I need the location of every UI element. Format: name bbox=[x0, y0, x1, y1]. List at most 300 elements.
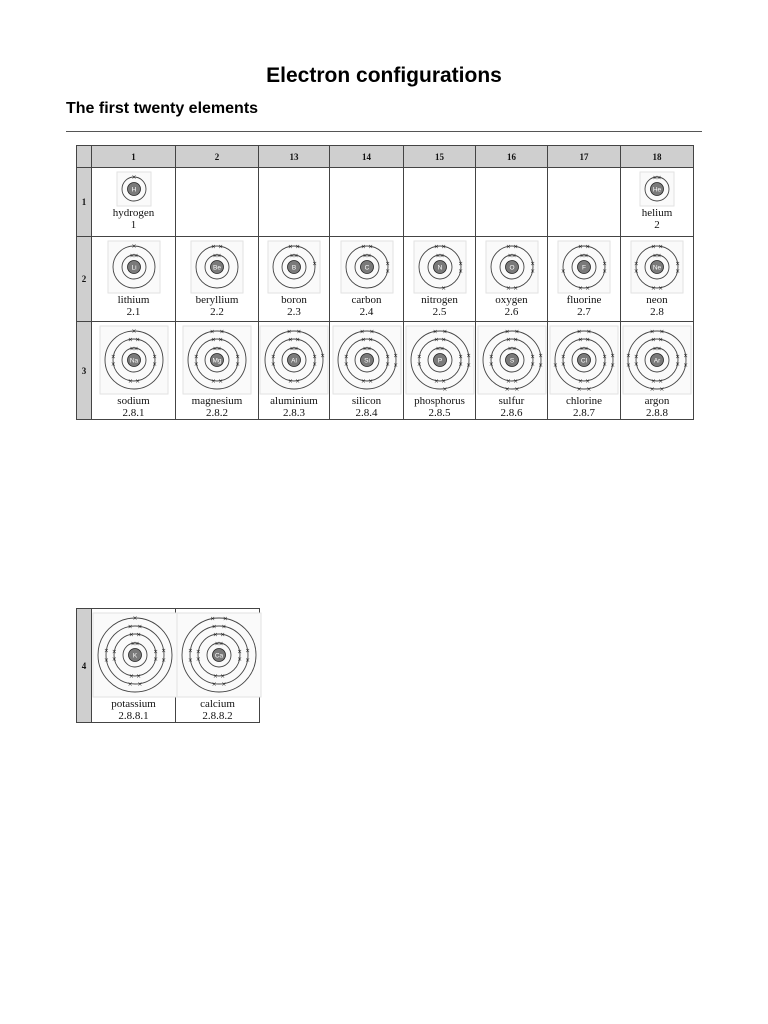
element-cell-sodium bbox=[92, 322, 176, 420]
electron-mark: × bbox=[359, 328, 365, 336]
electron-mark: × bbox=[195, 648, 201, 656]
electron-mark: × bbox=[440, 377, 446, 385]
electron-mark: × bbox=[510, 345, 517, 353]
electron-mark: × bbox=[392, 362, 398, 370]
electron-mark: × bbox=[602, 360, 608, 368]
electron-mark: × bbox=[222, 615, 228, 623]
electron-configuration: 2.4 bbox=[359, 306, 374, 318]
electron-mark: × bbox=[295, 243, 301, 251]
group-header: 13 bbox=[259, 146, 330, 168]
electron-mark: × bbox=[287, 336, 293, 344]
electron-mark: × bbox=[658, 243, 664, 251]
element-name: oxygen bbox=[495, 294, 528, 306]
electron-mark: × bbox=[312, 353, 318, 361]
electron-mark: × bbox=[130, 640, 136, 648]
electron-mark: × bbox=[111, 655, 117, 663]
electron-mark: × bbox=[438, 252, 445, 260]
electron-mark: × bbox=[488, 353, 494, 361]
period-label: 2 bbox=[77, 237, 92, 322]
element-cell-sulfur bbox=[476, 322, 548, 420]
electron-mark: × bbox=[218, 243, 224, 251]
electron-mark: × bbox=[220, 631, 226, 639]
bohr-diagram bbox=[259, 325, 329, 395]
periodic-table-main bbox=[76, 145, 694, 420]
electron-mark: × bbox=[153, 648, 159, 656]
electron-mark: × bbox=[293, 345, 299, 353]
element-name: hydrogen bbox=[112, 207, 155, 219]
electron-mark: × bbox=[529, 267, 535, 275]
period-label: 1 bbox=[77, 168, 92, 237]
element-symbol: C bbox=[364, 264, 369, 272]
electron-mark: × bbox=[210, 243, 216, 251]
element-cell-hydrogen bbox=[92, 168, 176, 237]
electron-mark: × bbox=[296, 328, 302, 336]
element-name: aluminium bbox=[270, 395, 318, 407]
element-symbol: P bbox=[437, 357, 442, 365]
electron-mark: × bbox=[552, 362, 558, 370]
divider bbox=[66, 131, 702, 132]
electron-mark: × bbox=[216, 345, 222, 353]
electron-mark: × bbox=[579, 252, 585, 260]
electron-mark: × bbox=[134, 377, 140, 385]
electron-mark: × bbox=[110, 353, 116, 361]
electron-mark: × bbox=[218, 336, 224, 344]
electron-configuration: 2.6 bbox=[504, 306, 519, 318]
element-cell-neon bbox=[621, 237, 694, 322]
electron-mark: × bbox=[675, 267, 681, 275]
electron-mark: × bbox=[512, 377, 518, 385]
empty-cell bbox=[330, 168, 404, 237]
electron-mark: × bbox=[537, 352, 543, 360]
bohr-diagram bbox=[116, 171, 152, 207]
element-symbol: Mg bbox=[212, 357, 222, 365]
electron-mark: × bbox=[560, 353, 566, 361]
element-symbol: B bbox=[291, 264, 297, 272]
electron-mark: × bbox=[384, 353, 390, 361]
electron-mark: × bbox=[658, 336, 664, 344]
empty-cell bbox=[404, 168, 476, 237]
bohr-diagram bbox=[549, 325, 619, 395]
electron-mark: × bbox=[128, 672, 134, 680]
electron-configuration: 2.8.7 bbox=[573, 407, 595, 419]
electron-mark: × bbox=[220, 672, 226, 680]
electron-mark: × bbox=[529, 360, 535, 368]
electron-mark: × bbox=[625, 362, 631, 370]
element-symbol: O bbox=[508, 264, 515, 272]
electron-mark: × bbox=[110, 360, 116, 368]
electron-mark: × bbox=[210, 336, 216, 344]
electron-mark: × bbox=[656, 174, 662, 182]
electron-mark: × bbox=[560, 267, 566, 275]
electron-mark: × bbox=[652, 252, 658, 260]
empty-cell bbox=[548, 168, 621, 237]
electron-mark: × bbox=[649, 385, 655, 393]
electron-mark: × bbox=[151, 360, 157, 368]
electron-mark: × bbox=[441, 385, 447, 393]
electron-mark: × bbox=[659, 328, 665, 336]
bohr-diagram bbox=[176, 612, 262, 698]
element-symbol: Ar bbox=[653, 357, 661, 365]
electron-mark: × bbox=[602, 353, 608, 361]
element-cell-chlorine bbox=[548, 322, 621, 420]
section-subtitle: The first twenty elements bbox=[66, 100, 259, 117]
electron-mark: × bbox=[513, 328, 519, 336]
element-symbol: Na bbox=[129, 357, 138, 365]
electron-configuration: 2.8 bbox=[650, 306, 664, 318]
electron-mark: × bbox=[585, 336, 591, 344]
element-name: phosphorus bbox=[414, 395, 465, 407]
element-cell-lithium bbox=[92, 237, 176, 322]
electron-mark: × bbox=[270, 353, 276, 361]
group-header: 16 bbox=[476, 146, 548, 168]
electron-mark: × bbox=[128, 345, 135, 353]
electron-mark: × bbox=[577, 377, 583, 385]
electron-mark: × bbox=[132, 615, 138, 623]
electron-configuration: 2.8.8 bbox=[646, 407, 668, 419]
electron-mark: × bbox=[585, 284, 591, 292]
electron-mark: × bbox=[505, 284, 511, 292]
element-symbol: Ca bbox=[214, 652, 224, 660]
electron-mark: × bbox=[650, 243, 656, 251]
electron-mark: × bbox=[343, 353, 349, 361]
electron-mark: × bbox=[219, 328, 225, 336]
corner-cell bbox=[77, 146, 92, 168]
electron-mark: × bbox=[361, 252, 368, 260]
electron-mark: × bbox=[465, 352, 471, 360]
element-name: boron bbox=[281, 294, 307, 306]
element-cell-boron bbox=[259, 237, 330, 322]
electron-mark: × bbox=[586, 385, 592, 393]
element-symbol: S bbox=[509, 357, 514, 365]
element-symbol: Cl bbox=[580, 357, 588, 365]
electron-configuration: 2.3 bbox=[287, 306, 301, 318]
empty-cell bbox=[476, 168, 548, 237]
electron-mark: × bbox=[434, 252, 441, 260]
electron-mark: × bbox=[433, 243, 439, 251]
electron-mark: × bbox=[433, 377, 439, 385]
electron-mark: × bbox=[216, 252, 222, 260]
electron-mark: × bbox=[384, 267, 390, 275]
electron-mark: × bbox=[656, 345, 662, 353]
electron-configuration: 2.8.1 bbox=[122, 407, 145, 419]
element-name: silicon bbox=[351, 395, 382, 407]
electron-mark: × bbox=[209, 328, 215, 336]
electron-mark: × bbox=[586, 328, 592, 336]
electron-mark: × bbox=[650, 377, 656, 385]
bohr-diagram bbox=[630, 240, 684, 294]
electron-mark: × bbox=[658, 377, 664, 385]
electron-mark: × bbox=[187, 647, 193, 655]
bohr-diagram bbox=[267, 240, 321, 294]
element-name: fluorine bbox=[566, 294, 602, 306]
element-cell-argon bbox=[621, 322, 694, 420]
electron-mark: × bbox=[537, 362, 543, 370]
element-symbol: Li bbox=[130, 264, 137, 272]
bohr-diagram bbox=[107, 240, 161, 294]
electron-mark: × bbox=[312, 360, 318, 368]
electron-mark: × bbox=[161, 657, 167, 665]
electron-mark: × bbox=[577, 284, 583, 292]
element-cell-fluorine bbox=[548, 237, 621, 322]
bohr-diagram bbox=[639, 171, 675, 207]
group-header: 18 bbox=[621, 146, 694, 168]
electron-mark: × bbox=[289, 345, 295, 353]
electron-configuration: 2.8.8.2 bbox=[202, 710, 233, 722]
element-symbol: F bbox=[582, 264, 586, 272]
electron-mark: × bbox=[103, 657, 109, 665]
electron-mark: × bbox=[579, 345, 585, 353]
electron-mark: × bbox=[416, 353, 422, 361]
electron-mark: × bbox=[602, 260, 608, 268]
element-name: carbon bbox=[351, 294, 382, 306]
electron-mark: × bbox=[212, 672, 218, 680]
electron-mark: × bbox=[625, 352, 631, 360]
electron-mark: × bbox=[433, 336, 439, 344]
electron-mark: × bbox=[512, 243, 518, 251]
electron-mark: × bbox=[440, 336, 446, 344]
electron-mark: × bbox=[127, 336, 133, 344]
electron-mark: × bbox=[367, 243, 373, 251]
electron-mark: × bbox=[286, 328, 292, 336]
electron-mark: × bbox=[320, 352, 326, 360]
bohr-diagram bbox=[190, 240, 244, 294]
electron-configuration: 2.8.8.1 bbox=[118, 710, 149, 722]
electron-mark: × bbox=[505, 377, 511, 385]
electron-mark: × bbox=[210, 615, 216, 623]
electron-mark: × bbox=[127, 680, 133, 688]
bohr-diagram bbox=[413, 240, 467, 294]
empty-cell bbox=[176, 168, 259, 237]
bohr-diagram bbox=[92, 612, 178, 698]
electron-mark: × bbox=[576, 385, 582, 393]
bohr-diagram bbox=[332, 325, 402, 395]
electron-mark: × bbox=[583, 252, 589, 260]
electron-mark: × bbox=[127, 623, 133, 631]
electron-mark: × bbox=[510, 252, 517, 260]
electron-mark: × bbox=[136, 631, 142, 639]
electron-mark: × bbox=[585, 243, 591, 251]
element-cell-calcium bbox=[176, 609, 260, 723]
electron-mark: × bbox=[153, 655, 159, 663]
bohr-diagram bbox=[99, 325, 169, 395]
electron-mark: × bbox=[683, 362, 689, 370]
electron-mark: × bbox=[237, 655, 243, 663]
electron-configuration: 2.8.4 bbox=[355, 407, 378, 419]
electron-mark: × bbox=[128, 252, 135, 260]
bohr-diagram bbox=[405, 325, 475, 395]
element-symbol: He bbox=[652, 186, 662, 194]
electron-mark: × bbox=[457, 260, 463, 268]
electron-mark: × bbox=[488, 360, 494, 368]
electron-mark: × bbox=[287, 377, 293, 385]
element-symbol: Al bbox=[291, 357, 297, 365]
electron-mark: × bbox=[151, 353, 157, 361]
element-cell-oxygen bbox=[476, 237, 548, 322]
element-symbol: N bbox=[437, 264, 442, 272]
electron-mark: × bbox=[365, 252, 372, 260]
bohr-diagram bbox=[340, 240, 394, 294]
electron-mark: × bbox=[506, 345, 513, 353]
electron-mark: × bbox=[270, 360, 276, 368]
electron-mark: × bbox=[343, 360, 349, 368]
electron-mark: × bbox=[506, 252, 513, 260]
electron-mark: × bbox=[633, 360, 639, 368]
electron-mark: × bbox=[513, 385, 519, 393]
electron-mark: × bbox=[130, 243, 137, 251]
electron-mark: × bbox=[211, 623, 217, 631]
electron-mark: × bbox=[295, 336, 301, 344]
electron-mark: × bbox=[457, 360, 463, 368]
period-label: 3 bbox=[77, 322, 92, 420]
electron-mark: × bbox=[218, 640, 224, 648]
electron-mark: × bbox=[650, 284, 656, 292]
electron-mark: × bbox=[132, 345, 139, 353]
electron-configuration: 2.2 bbox=[210, 306, 224, 318]
element-name: calcium bbox=[200, 698, 235, 710]
electron-mark: × bbox=[560, 360, 566, 368]
electron-mark: × bbox=[103, 647, 109, 655]
group-header: 14 bbox=[330, 146, 404, 168]
element-cell-aluminium bbox=[259, 322, 330, 420]
electron-mark: × bbox=[130, 174, 137, 182]
element-cell-silicon bbox=[330, 322, 404, 420]
electron-mark: × bbox=[658, 284, 664, 292]
element-name: helium bbox=[641, 207, 673, 219]
empty-cell bbox=[259, 168, 330, 237]
electron-mark: × bbox=[218, 377, 224, 385]
electron-mark: × bbox=[602, 267, 608, 275]
electron-mark: × bbox=[368, 328, 374, 336]
electron-mark: × bbox=[221, 680, 227, 688]
group-header-row bbox=[77, 146, 694, 168]
electron-mark: × bbox=[360, 243, 366, 251]
element-name: argon bbox=[644, 395, 670, 407]
electron-mark: × bbox=[312, 260, 318, 268]
electron-mark: × bbox=[457, 353, 463, 361]
element-cell-potassium bbox=[92, 609, 176, 723]
electron-mark: × bbox=[659, 385, 665, 393]
electron-mark: × bbox=[211, 680, 217, 688]
electron-mark: × bbox=[434, 345, 441, 353]
electron-mark: × bbox=[137, 680, 143, 688]
electron-configuration: 2.1 bbox=[126, 306, 141, 318]
bohr-diagram bbox=[477, 325, 547, 395]
electron-mark: × bbox=[130, 328, 137, 336]
electron-mark: × bbox=[652, 174, 658, 182]
electron-mark: × bbox=[633, 353, 639, 361]
electron-mark: × bbox=[137, 623, 143, 631]
period-row-1 bbox=[77, 168, 694, 237]
electron-configuration: 2.7 bbox=[577, 306, 591, 318]
electron-mark: × bbox=[505, 336, 511, 344]
electron-mark: × bbox=[214, 640, 220, 648]
electron-mark: × bbox=[683, 352, 689, 360]
element-name: beryllium bbox=[195, 294, 239, 306]
electron-mark: × bbox=[585, 377, 591, 385]
group-header: 1 bbox=[92, 146, 176, 168]
element-symbol: H bbox=[131, 186, 136, 194]
electron-mark: × bbox=[235, 360, 241, 368]
group-header: 17 bbox=[548, 146, 621, 168]
period-row-4 bbox=[77, 609, 260, 723]
electron-mark: × bbox=[134, 640, 140, 648]
period-label: 4 bbox=[77, 609, 92, 723]
electron-mark: × bbox=[111, 648, 117, 656]
electron-mark: × bbox=[384, 360, 390, 368]
electron-mark: × bbox=[245, 657, 251, 665]
electron-configuration: 2.8.5 bbox=[428, 407, 451, 419]
period-row-2 bbox=[77, 237, 694, 322]
element-name: sodium bbox=[117, 395, 150, 407]
electron-mark: × bbox=[367, 336, 373, 344]
electron-mark: × bbox=[392, 352, 398, 360]
electron-mark: × bbox=[675, 260, 681, 268]
element-symbol: Ne bbox=[652, 264, 662, 272]
electron-configuration: 2.8.2 bbox=[206, 407, 228, 419]
electron-mark: × bbox=[361, 345, 368, 353]
electron-mark: × bbox=[650, 336, 656, 344]
electron-mark: × bbox=[295, 377, 301, 385]
electron-mark: × bbox=[649, 328, 655, 336]
electron-mark: × bbox=[132, 252, 139, 260]
electron-mark: × bbox=[610, 352, 616, 360]
electron-mark: × bbox=[365, 345, 372, 353]
bohr-diagram bbox=[557, 240, 611, 294]
electron-mark: × bbox=[193, 360, 199, 368]
group-header: 2 bbox=[176, 146, 259, 168]
electron-mark: × bbox=[293, 252, 299, 260]
element-name: magnesium bbox=[191, 395, 243, 407]
electron-mark: × bbox=[652, 345, 658, 353]
electron-mark: × bbox=[245, 647, 251, 655]
element-name: sulfur bbox=[498, 395, 525, 407]
element-cell-phosphorus bbox=[404, 322, 476, 420]
electron-mark: × bbox=[577, 243, 583, 251]
periodic-table-period-4 bbox=[76, 608, 260, 723]
electron-configuration: 2.5 bbox=[432, 306, 447, 318]
element-symbol: K bbox=[132, 652, 138, 660]
element-cell-nitrogen bbox=[404, 237, 476, 322]
electron-mark: × bbox=[529, 353, 535, 361]
element-name: chlorine bbox=[565, 395, 603, 407]
electron-mark: × bbox=[432, 328, 438, 336]
electron-mark: × bbox=[384, 260, 390, 268]
electron-mark: × bbox=[440, 284, 446, 292]
page-title: Electron configurations bbox=[266, 64, 502, 87]
electron-mark: × bbox=[512, 284, 518, 292]
electron-mark: × bbox=[360, 377, 366, 385]
electron-mark: × bbox=[441, 328, 447, 336]
electron-mark: × bbox=[438, 345, 445, 353]
electron-mark: × bbox=[289, 252, 295, 260]
electron-mark: × bbox=[136, 672, 142, 680]
electron-mark: × bbox=[128, 631, 134, 639]
electron-mark: × bbox=[576, 328, 582, 336]
electron-mark: × bbox=[416, 360, 422, 368]
element-name: nitrogen bbox=[421, 294, 458, 306]
electron-mark: × bbox=[235, 353, 241, 361]
electron-mark: × bbox=[529, 260, 535, 268]
element-name: potassium bbox=[111, 698, 156, 710]
electron-mark: × bbox=[367, 377, 373, 385]
electron-mark: × bbox=[287, 243, 293, 251]
electron-configuration: 2.8.6 bbox=[500, 407, 523, 419]
electron-mark: × bbox=[237, 648, 243, 656]
electron-mark: × bbox=[457, 267, 463, 275]
bohr-diagram bbox=[182, 325, 252, 395]
bohr-diagram bbox=[622, 325, 692, 395]
element-symbol: Be bbox=[213, 264, 221, 272]
